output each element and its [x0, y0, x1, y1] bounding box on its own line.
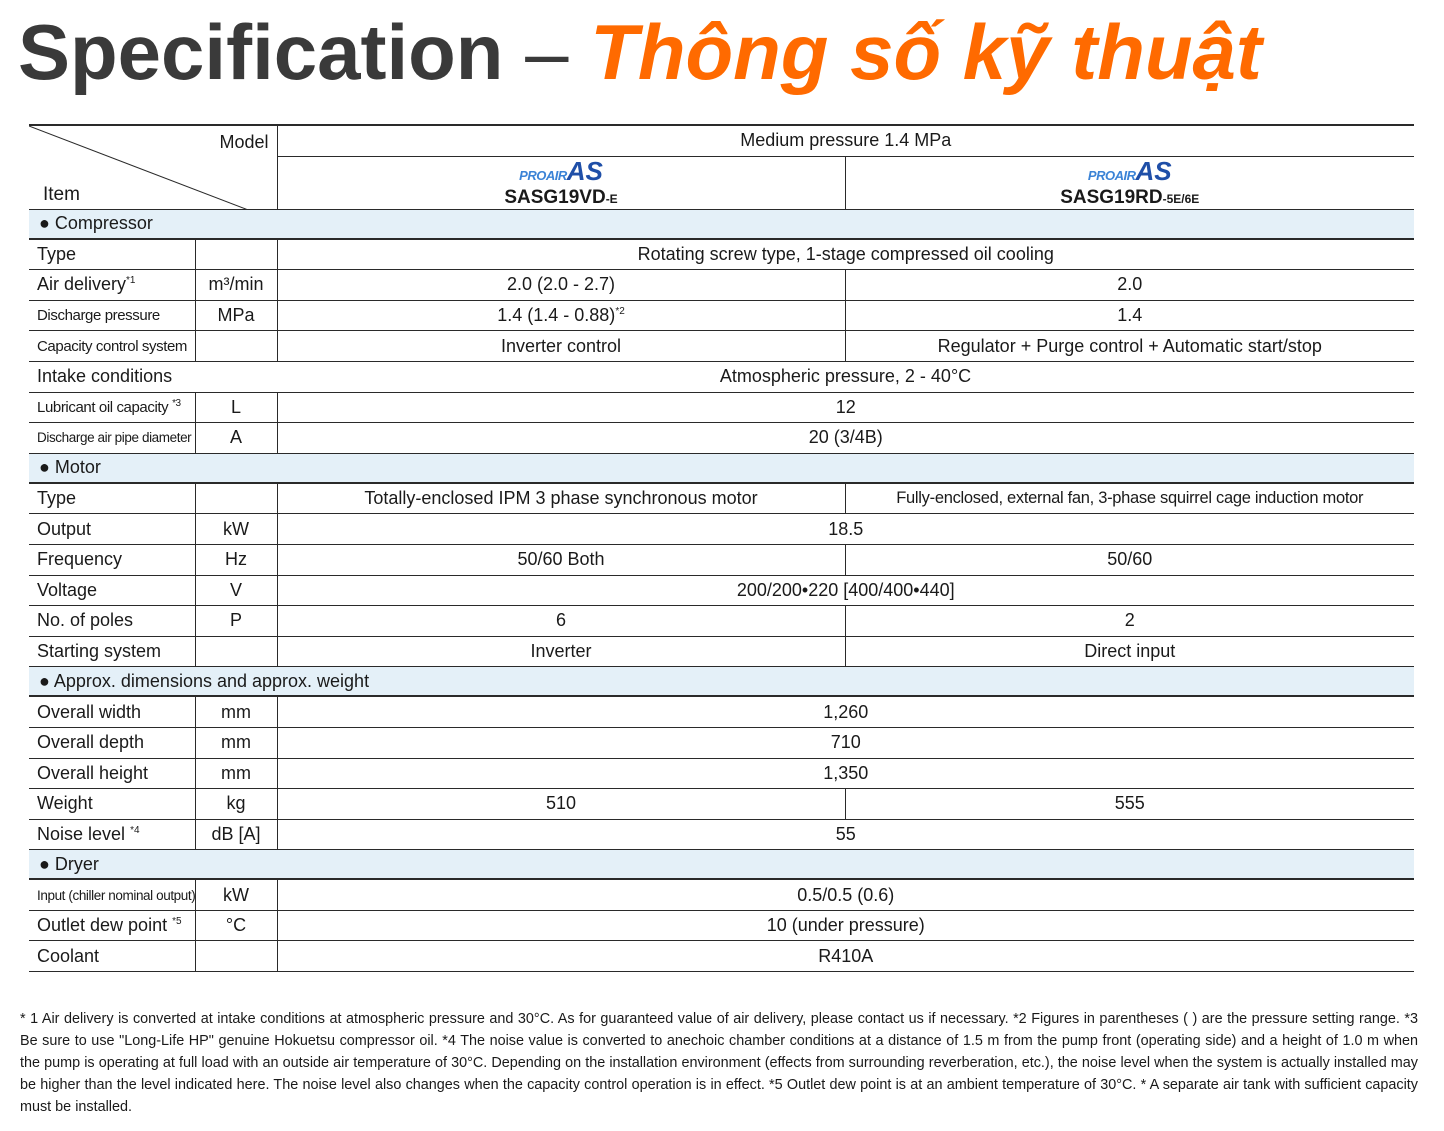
row-value-b: 2	[845, 606, 1414, 637]
header-corner-cell	[29, 125, 277, 209]
row-item: Weight	[29, 789, 195, 820]
table-row	[29, 392, 1414, 423]
row-value-a: 50/60 Both	[277, 544, 845, 575]
row-unit: MPa	[195, 300, 277, 331]
row-value: Rotating screw type, 1-stage compressed oil cooling	[277, 239, 1414, 270]
model-header-1	[277, 156, 845, 209]
table-row	[29, 819, 1414, 850]
row-value-b: 555	[845, 789, 1414, 820]
header-row-pressure	[29, 125, 1414, 156]
row-unit: Hz	[195, 544, 277, 575]
row-value: 18.5	[277, 514, 1414, 545]
section-title: ● Motor	[39, 457, 101, 478]
footnotes: * 1 Air delivery is converted at intake conditions at atmospheric pressure and 30°C. As for guaranteed value of air delivery, please contact us if necessary. *2 Figures in parentheses ( ) are the pressure setting range. *3 Be sure to use "Long-Life HP" genuine Hokuetsu compressor oil. *4 The noise value is converted to anechoic chamber conditions at a distance of 1.5 m from the pump front (operating side) and a height of 1.0 m when the pump is operating at full load with an outside air temperature of 30°C. Depending on the installation environment (effects from surrounding reverberation, etc.), the noise level when the system is actually installed may be higher than the level indicated here. The noise level also changes when the capacity control operation is in effect. *5 Outlet dew point is at an ambient temperature of 30°C. * A separate air tank with sufficient capacity must be installed.	[20, 1011, 1418, 1115]
row-item: Starting system	[29, 636, 195, 667]
row-unit: mm	[195, 758, 277, 789]
row-unit	[195, 941, 277, 972]
item-label: Item	[43, 183, 80, 205]
row-value: 710	[277, 727, 1414, 758]
row-item: Discharge air pipe diameter	[29, 423, 195, 454]
row-item: Coolant	[29, 941, 195, 972]
row-value-a: Inverter	[277, 636, 845, 667]
row-unit: V	[195, 575, 277, 606]
row-item: Type	[29, 239, 195, 270]
row-value: 1,260	[277, 696, 1414, 727]
model-header-2	[845, 156, 1414, 209]
row-value-a: 6	[277, 606, 845, 637]
table-row	[29, 910, 1414, 941]
row-unit	[195, 331, 277, 362]
row-value: 0.5/0.5 (0.6)	[277, 879, 1414, 910]
row-unit: dB [A]	[195, 819, 277, 850]
row-value-b: 1.4	[845, 300, 1414, 331]
row-item: Air delivery$^{*1}$	[29, 270, 195, 301]
table-row	[29, 575, 1414, 606]
row-value-b: Direct input	[845, 636, 1414, 667]
title-vietnamese: Thông số kỹ thuật	[590, 8, 1262, 96]
row-value-a: Totally-enclosed IPM 3 phase synchronous motor	[277, 483, 845, 514]
spec-table	[29, 124, 1414, 972]
row-item: Discharge pressure	[29, 300, 195, 331]
row-value: Atmospheric pressure, 2 - 40°C	[277, 361, 1414, 392]
table-row	[29, 239, 1414, 270]
row-unit: mm	[195, 727, 277, 758]
table-row	[29, 423, 1414, 454]
row-value-b: 50/60	[845, 544, 1414, 575]
row-item: Input (chiller nominal output)	[29, 879, 195, 910]
row-value: 200/200•220 [400/400•440]	[277, 575, 1414, 606]
row-item: Outlet dew point $^{*5}$	[29, 910, 195, 941]
row-item: No. of poles	[29, 606, 195, 637]
section-title: ● Dryer	[39, 853, 99, 874]
row-value-b: 2.0	[845, 270, 1414, 301]
row-value: 12	[277, 392, 1414, 423]
row-value-b: Regulator + Purge control + Automatic start/stop	[845, 331, 1414, 362]
row-unit: °C	[195, 910, 277, 941]
row-unit: m³/min	[195, 270, 277, 301]
row-unit: L	[195, 392, 277, 423]
row-value-a: 510	[277, 789, 845, 820]
table-row	[29, 300, 1414, 331]
row-unit	[195, 483, 277, 514]
table-row	[29, 941, 1414, 972]
row-unit: kg	[195, 789, 277, 820]
section-dryer	[29, 850, 1414, 880]
table-row	[29, 789, 1414, 820]
table-row	[29, 270, 1414, 301]
section-title: ● Approx. dimensions and approx. weight	[39, 670, 370, 691]
table-row	[29, 514, 1414, 545]
model-name-2: SASG19RD-5E/6E	[1060, 186, 1200, 208]
row-value-a: 2.0 (2.0 - 2.7)	[277, 270, 845, 301]
row-unit	[195, 239, 277, 270]
table-row	[29, 606, 1414, 637]
row-item: Type	[29, 483, 195, 514]
row-item: Output	[29, 514, 195, 545]
row-value-a: Inverter control	[277, 331, 845, 362]
table-row	[29, 331, 1414, 362]
proair-as-logo: PROAIRAS	[1087, 156, 1172, 186]
section-motor	[29, 453, 1414, 483]
proair-as-logo: PROAIRAS	[519, 156, 603, 186]
row-unit	[195, 636, 277, 667]
table-row	[29, 636, 1414, 667]
row-value-b: Fully-enclosed, external fan, 3-phase squirrel cage induction motor	[845, 483, 1414, 514]
row-value: 20 (3/4B)	[277, 423, 1414, 454]
section-compressor	[29, 209, 1414, 239]
row-value: 10 (under pressure)	[277, 910, 1414, 941]
row-item: Lubricant oil capacity $^{*3}$	[29, 392, 195, 423]
table-row	[29, 361, 1414, 392]
row-item: Voltage	[29, 575, 195, 606]
table-row	[29, 544, 1414, 575]
pressure-header: Medium pressure 1.4 MPa	[277, 125, 1414, 156]
model-name-1: SASG19VD-E	[504, 186, 618, 208]
model-label: Model	[219, 132, 269, 152]
row-unit: mm	[195, 696, 277, 727]
row-value: R410A	[277, 941, 1414, 972]
row-item: Noise level $^{*4}$	[29, 819, 195, 850]
row-unit: A	[195, 423, 277, 454]
row-item: Overall width	[29, 696, 195, 727]
title-dash: –	[525, 8, 569, 96]
table-row	[29, 483, 1414, 514]
table-row	[29, 696, 1414, 727]
table-row	[29, 879, 1414, 910]
table-row	[29, 758, 1414, 789]
row-unit: kW	[195, 879, 277, 910]
row-unit: kW	[195, 514, 277, 545]
row-value: 1,350	[277, 758, 1414, 789]
row-item: Capacity control system	[29, 331, 195, 362]
row-unit: P	[195, 606, 277, 637]
page-title	[18, 2, 1262, 102]
row-item: Overall height	[29, 758, 195, 789]
row-value: 55	[277, 819, 1414, 850]
row-item: Overall depth	[29, 727, 195, 758]
section-dimensions	[29, 667, 1414, 697]
row-value-a: 1.4 (1.4 - 0.88)$^{*2}$	[277, 300, 845, 331]
section-title: ● Compressor	[39, 213, 153, 234]
title-english: Specification	[18, 8, 504, 96]
row-item: Intake conditions	[29, 361, 277, 392]
row-item: Frequency	[29, 544, 195, 575]
table-row	[29, 727, 1414, 758]
